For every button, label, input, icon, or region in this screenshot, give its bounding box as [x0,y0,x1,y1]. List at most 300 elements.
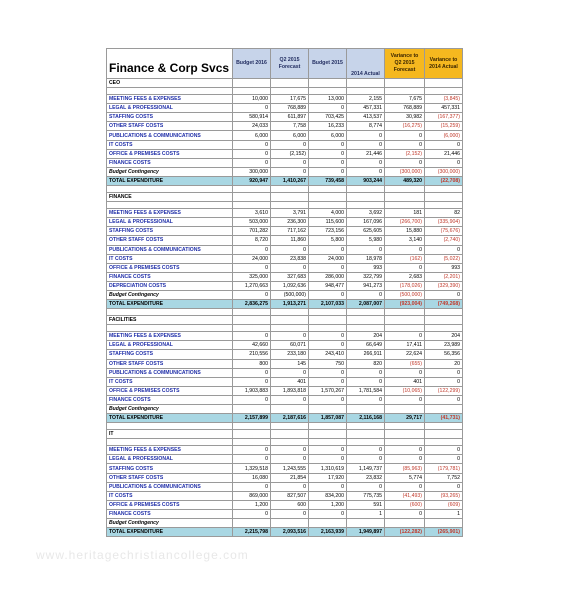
table-row [107,104,463,113]
value-cell [309,519,347,528]
value-cell: 1,893,818 [271,386,309,395]
value-cell: 56,356 [425,350,463,359]
value-cell: 0 [347,482,385,491]
value-cell [347,519,385,528]
value-cell: 0 [425,245,463,254]
value-cell: 0 [347,395,385,404]
empty-cell [425,430,463,439]
value-cell: 2,215,798 [233,528,271,537]
empty-cell [385,186,425,193]
value-cell: 0 [271,509,309,518]
row-label: MEETING FEES & EXPENSES [107,446,233,455]
empty-cell [425,309,463,316]
value-cell: (93,265) [425,491,463,500]
value-cell: 325,000 [233,272,271,281]
empty-cell [309,430,347,439]
row-label: LEGAL & PROFESSIONAL [107,455,233,464]
value-cell: 24,033 [233,122,271,131]
value-cell: 13,000 [309,95,347,104]
empty-cell [107,423,233,430]
value-cell: 0 [233,263,271,272]
value-cell: 2,157,899 [233,414,271,423]
empty-cell [309,186,347,193]
empty-cell [271,316,309,325]
value-cell: 0 [271,368,309,377]
empty-cell [385,193,425,202]
value-cell: 401 [385,377,425,386]
value-cell: 0 [385,158,425,167]
value-cell: 1,857,087 [309,414,347,423]
value-cell: 18,978 [347,254,385,263]
value-cell: 768,889 [385,104,425,113]
empty-cell [233,325,271,332]
row-label: OTHER STAFF COSTS [107,236,233,245]
value-cell: 457,331 [425,104,463,113]
value-cell: 0 [425,290,463,299]
value-cell: 600 [271,500,309,509]
value-cell: 0 [347,290,385,299]
table-row [107,464,463,473]
value-cell: 1 [425,509,463,518]
empty-cell [309,202,347,209]
value-cell: 204 [347,332,385,341]
value-cell: 4,000 [309,209,347,218]
row-label: MEETING FEES & EXPENSES [107,332,233,341]
value-cell: 0 [425,395,463,404]
value-cell: 21,446 [347,149,385,158]
table-row [107,167,463,176]
empty-cell [271,88,309,95]
value-cell [385,405,425,414]
header-variance-2014: Variance to 2014 Actual [425,49,463,79]
value-cell: 0 [309,140,347,149]
value-cell: 15,880 [385,227,425,236]
table-row [107,254,463,263]
value-cell: 8,774 [347,122,385,131]
budget-table [106,48,463,537]
value-cell: (655) [385,359,425,368]
empty-cell [233,79,271,88]
empty-cell [233,316,271,325]
value-cell: 327,683 [271,272,309,281]
value-cell: 2,163,939 [309,528,347,537]
empty-cell [385,439,425,446]
table-row [107,491,463,500]
table-row [107,341,463,350]
value-cell: 0 [309,368,347,377]
value-cell: 204 [425,332,463,341]
value-cell: 66,649 [347,341,385,350]
blank-row [107,186,463,193]
value-cell: (500,000) [271,290,309,299]
value-cell: 60,071 [271,341,309,350]
empty-cell [385,79,425,88]
value-cell: (167,377) [425,113,463,122]
value-cell: 820 [347,359,385,368]
row-label: FINANCE COSTS [107,395,233,404]
value-cell: 1,903,883 [233,386,271,395]
empty-cell [309,88,347,95]
table-row [107,500,463,509]
blank-row [107,423,463,430]
value-cell: 11,860 [271,236,309,245]
value-cell: 0 [233,395,271,404]
value-cell: 1,329,518 [233,464,271,473]
value-cell: 0 [347,140,385,149]
empty-cell [385,430,425,439]
value-cell: (2,201) [425,272,463,281]
empty-cell [347,88,385,95]
row-label: PUBLICATIONS & COMMUNICATIONS [107,245,233,254]
value-cell: 0 [309,263,347,272]
value-cell: 701,282 [233,227,271,236]
value-cell: 834,200 [309,491,347,500]
empty-cell [233,309,271,316]
value-cell: 723,156 [309,227,347,236]
empty-cell [309,193,347,202]
empty-cell [347,186,385,193]
value-cell: 0 [271,140,309,149]
empty-cell [425,325,463,332]
value-cell: (300,000) [385,167,425,176]
value-cell: 0 [385,395,425,404]
row-label: STAFFING COSTS [107,350,233,359]
value-cell: 0 [233,482,271,491]
value-cell [425,519,463,528]
value-cell: 24,000 [309,254,347,263]
row-label: TOTAL EXPENDITURE [107,176,233,185]
row-label: MEETING FEES & EXPENSES [107,209,233,218]
value-cell: 0 [425,446,463,455]
value-cell: (6,000) [425,131,463,140]
value-cell: 0 [385,446,425,455]
value-cell: 0 [233,455,271,464]
row-label: LEGAL & PROFESSIONAL [107,341,233,350]
header-row [107,49,463,79]
value-cell: 21,854 [271,473,309,482]
value-cell: (923,004) [385,300,425,309]
value-cell: 0 [425,455,463,464]
value-cell: 2,187,616 [271,414,309,423]
empty-cell [233,186,271,193]
value-cell: 1,570,267 [309,386,347,395]
value-cell: 1,949,897 [347,528,385,537]
value-cell: 1 [347,509,385,518]
empty-cell [425,193,463,202]
value-cell: 0 [233,140,271,149]
value-cell: (162) [385,254,425,263]
header-2014-actual: 2014 Actual [347,49,385,79]
value-cell: 0 [233,377,271,386]
section-label: FACILITIES [107,316,233,325]
value-cell: (16,275) [385,122,425,131]
row-label: LEGAL & PROFESSIONAL [107,218,233,227]
value-cell: (329,390) [425,281,463,290]
value-cell: 0 [347,377,385,386]
empty-cell [107,309,233,316]
empty-cell [309,79,347,88]
blank-row [107,325,463,332]
value-cell: 2,107,033 [309,300,347,309]
value-cell: (2,740) [425,236,463,245]
value-cell: 266,911 [347,350,385,359]
value-cell: 233,180 [271,350,309,359]
row-label: IT COSTS [107,491,233,500]
value-cell [271,519,309,528]
value-cell: 0 [233,446,271,455]
section-label: FINANCE [107,193,233,202]
empty-cell [385,309,425,316]
row-label: FINANCE COSTS [107,158,233,167]
row-label: DEPRECIATION COSTS [107,281,233,290]
value-cell: 2,155 [347,95,385,104]
row-label: OFFICE & PREMISES COSTS [107,500,233,509]
value-cell: 0 [309,290,347,299]
row-label: TOTAL EXPENDITURE [107,300,233,309]
table-row [107,473,463,482]
empty-cell [271,423,309,430]
row-label: OFFICE & PREMISES COSTS [107,263,233,272]
empty-cell [271,79,309,88]
value-cell: 0 [347,131,385,140]
table-row [107,122,463,131]
value-cell: 300,000 [233,167,271,176]
value-cell: (5,022) [425,254,463,263]
table-row [107,290,463,299]
value-cell: 503,000 [233,218,271,227]
row-label: Budget Contingency [107,405,233,414]
table-row [107,158,463,167]
header-variance-q2: Variance to Q2 2015 Forecast [385,49,425,79]
table-row [107,405,463,414]
empty-cell [425,423,463,430]
value-cell: 82 [425,209,463,218]
section-row [107,316,463,325]
value-cell [425,405,463,414]
empty-cell [425,439,463,446]
value-cell: (335,904) [425,218,463,227]
empty-cell [385,423,425,430]
value-cell: 7,758 [271,122,309,131]
value-cell: (609) [425,500,463,509]
value-cell [309,405,347,414]
value-cell: 7,752 [425,473,463,482]
value-cell: 1,781,584 [347,386,385,395]
empty-cell [425,186,463,193]
row-label: Budget Contingency [107,290,233,299]
section-row [107,193,463,202]
value-cell: 993 [347,263,385,272]
row-label: OTHER STAFF COSTS [107,359,233,368]
value-cell: 0 [309,149,347,158]
table-row [107,446,463,455]
value-cell: 0 [347,368,385,377]
value-cell: 6,000 [309,131,347,140]
value-cell: 3,791 [271,209,309,218]
empty-cell [347,193,385,202]
value-cell: 1,092,636 [271,281,309,290]
value-cell: 2,087,007 [347,300,385,309]
value-cell [233,519,271,528]
empty-cell [309,423,347,430]
value-cell: 3,610 [233,209,271,218]
row-label: PUBLICATIONS & COMMUNICATIONS [107,482,233,491]
value-cell: 0 [385,455,425,464]
empty-cell [385,88,425,95]
total-row [107,414,463,423]
value-cell: (600) [385,500,425,509]
empty-cell [233,88,271,95]
value-cell: 768,889 [271,104,309,113]
value-cell: 800 [233,359,271,368]
value-cell: 181 [385,209,425,218]
value-cell: 0 [347,446,385,455]
value-cell: 6,000 [233,131,271,140]
empty-cell [107,88,233,95]
table-row [107,482,463,491]
value-cell: 0 [233,290,271,299]
value-cell: 0 [347,455,385,464]
value-cell: 0 [233,368,271,377]
value-cell: 0 [271,446,309,455]
value-cell: 0 [425,368,463,377]
value-cell: 23,832 [347,473,385,482]
value-cell: (178,026) [385,281,425,290]
value-cell: (15,259) [425,122,463,131]
value-cell [271,405,309,414]
table-row [107,95,463,104]
value-cell: 0 [309,341,347,350]
value-cell: 17,675 [271,95,309,104]
value-cell: 920,947 [233,176,271,185]
header-q2-forecast: Q2 2015 Forecast [271,49,309,79]
value-cell: 0 [385,263,425,272]
value-cell: 2,093,516 [271,528,309,537]
value-cell: 3,140 [385,236,425,245]
empty-cell [309,316,347,325]
watermark: www.heritagechristiancollege.com [36,548,249,562]
empty-cell [309,325,347,332]
value-cell: 0 [271,263,309,272]
value-cell: 3,692 [347,209,385,218]
value-cell: 0 [385,332,425,341]
empty-cell [271,325,309,332]
table-row [107,131,463,140]
value-cell: 7,675 [385,95,425,104]
value-cell: 0 [233,158,271,167]
table-row [107,386,463,395]
value-cell: 210,556 [233,350,271,359]
value-cell: 625,605 [347,227,385,236]
value-cell: 1,149,737 [347,464,385,473]
value-cell: 30,982 [385,113,425,122]
value-cell [233,405,271,414]
value-cell [385,519,425,528]
value-cell: 8,720 [233,236,271,245]
table-row [107,236,463,245]
value-cell: 1,270,663 [233,281,271,290]
blank-row [107,88,463,95]
value-cell: 0 [425,158,463,167]
empty-cell [347,439,385,446]
table-row [107,509,463,518]
row-label: FINANCE COSTS [107,272,233,281]
empty-cell [425,316,463,325]
value-cell: (41,493) [385,491,425,500]
empty-cell [271,309,309,316]
value-cell: 5,980 [347,236,385,245]
value-cell: 457,331 [347,104,385,113]
value-cell: 948,477 [309,281,347,290]
blank-row [107,439,463,446]
table-row [107,149,463,158]
value-cell: 489,320 [385,176,425,185]
row-label: STAFFING COSTS [107,227,233,236]
value-cell: 1,410,267 [271,176,309,185]
row-label: STAFFING COSTS [107,113,233,122]
value-cell: 0 [309,377,347,386]
value-cell: 24,000 [233,254,271,263]
value-cell: 0 [309,158,347,167]
table-row [107,332,463,341]
value-cell: 1,200 [309,500,347,509]
value-cell: 0 [271,245,309,254]
value-cell: 0 [385,368,425,377]
value-cell: 0 [309,446,347,455]
row-label: IT COSTS [107,254,233,263]
value-cell: 827,507 [271,491,309,500]
value-cell: 0 [309,455,347,464]
row-label: Budget Contingency [107,167,233,176]
value-cell: 0 [233,332,271,341]
value-cell: 0 [271,395,309,404]
value-cell: 6,000 [271,131,309,140]
value-cell: 243,410 [309,350,347,359]
header-budget-2015: Budget 2015 [309,49,347,79]
empty-cell [347,316,385,325]
table-row [107,359,463,368]
value-cell: 703,425 [309,113,347,122]
empty-cell [425,79,463,88]
row-label: FINANCE COSTS [107,509,233,518]
value-cell: 2,683 [385,272,425,281]
row-label: PUBLICATIONS & COMMUNICATIONS [107,368,233,377]
value-cell: 22,624 [385,350,425,359]
empty-cell [385,316,425,325]
value-cell: 42,660 [233,341,271,350]
value-cell: (500,000) [385,290,425,299]
value-cell: (122,299) [425,386,463,395]
value-cell: (2,152) [271,149,309,158]
value-cell: 23,838 [271,254,309,263]
empty-cell [347,325,385,332]
row-label: OFFICE & PREMISES COSTS [107,386,233,395]
value-cell: 0 [347,158,385,167]
value-cell: 10,000 [233,95,271,104]
empty-cell [233,193,271,202]
value-cell: 0 [271,167,309,176]
value-cell: 903,244 [347,176,385,185]
row-label: OTHER STAFF COSTS [107,122,233,131]
value-cell: (179,781) [425,464,463,473]
value-cell: 0 [385,245,425,254]
empty-cell [271,193,309,202]
row-label: Budget Contingency [107,519,233,528]
value-cell: 115,600 [309,218,347,227]
value-cell: 0 [425,377,463,386]
value-cell: 775,735 [347,491,385,500]
value-cell: (266,700) [385,218,425,227]
